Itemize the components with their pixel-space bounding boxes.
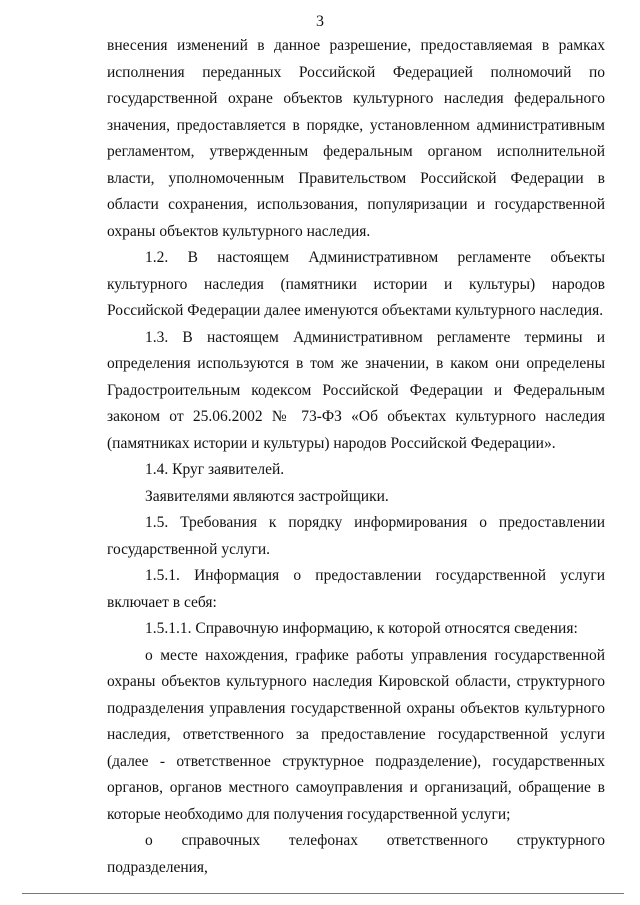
paragraph-intro-continuation: внесения изменений в данное разрешение, предоставляемая в рамках исполнения переданных Российской Федерацией полномочий по государственной охране объектов культурного наследия федерального значения, предоставляется в порядке, установленном административным регламентом, утвержденным федеральным органом исполнительной власти, уполномоченным Правительством Российской Федерации в области сохранения, использования, популяризации и государственной охраны объектов культурного наследия. xyxy=(107,37,605,240)
paragraph-location-info: о месте нахождения, графике работы управления государственной охраны объектов культурного наследия Кировской области, структурного подразделения управления государственной охраны объектов культурного наследия, ответственного за предоставление государственной услуги (далее - ответственное структурное подразделение), государственных органов, органов местного самоуправления и организаций, обращение в которые необходимо для получения государственной услуги; xyxy=(107,646,605,823)
bottom-scan-edge-line xyxy=(22,893,624,894)
paragraph-1-5-1: 1.5.1. Информация о предоставлении государственной услуги включает в себя: xyxy=(107,567,605,611)
paragraph-1-5: 1.5. Требования к порядку информирования о предоставлении государственной услуги. xyxy=(107,514,605,558)
paragraph-1-3: 1.3. В настоящем Административном регламенте термины и определения используются в том же значении, в каком они определены Градостроительным кодексом Российской Федерации и Федеральным законом от 25.06.2002 № 73-ФЗ «Об объектах культурного наследия (памятниках истории и культуры) народов Российской Федерации». xyxy=(107,328,605,452)
paragraph-1-5-1-1: 1.5.1.1. Справочную информацию, к которой относятся сведения: xyxy=(145,620,578,637)
paragraph-1-4: 1.4. Круг заявителей. xyxy=(145,461,285,478)
paragraph-1-2: 1.2. В настоящем Административном регламенте объекты культурного наследия (памятники истории и культуры) народов Российской Федерации далее именуются объектами культурного наследия. xyxy=(107,249,605,319)
page-number: 3 xyxy=(316,13,324,30)
paragraph-phones-info: о справочных телефонах ответственного структурного подразделения, xyxy=(107,832,605,876)
document-body xyxy=(107,33,605,881)
paragraph-applicants: Заявителями являются застройщики. xyxy=(145,487,389,505)
